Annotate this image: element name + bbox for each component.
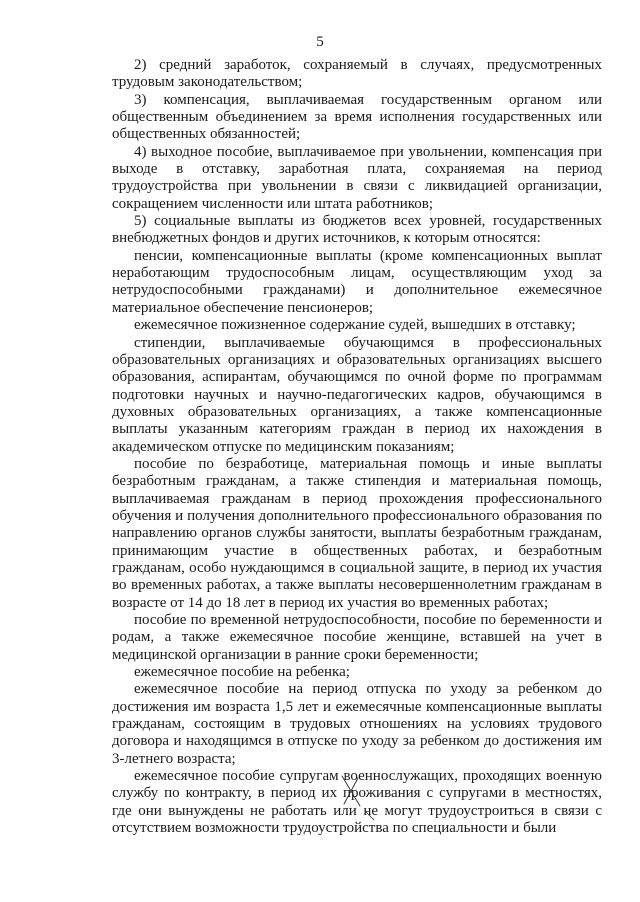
paragraph-child-benefit: ежемесячное пособие на ребенка; xyxy=(134,664,350,681)
paragraph-item-4: 4) выходное пособие, выплачиваемое при увольнении, компенсация при выходе в отставку, заработная плата, сохраняемая на период трудоустройства при увольнении в связи с ликвидацией организации, сокращением численности или штата работников; xyxy=(112,143,602,212)
paragraph-item-3: 3) компенсация, выплачиваемая государственным органом или общественным объединением за время исполнения государственных или общественных обязанностей; xyxy=(112,91,602,143)
document-body xyxy=(112,57,602,837)
paragraph-childcare-leave: ежемесячное пособие на период отпуска по уходу за ребенком до достижения им возраста 1,5 лет и ежемесячные компенсационные выплаты гражданам, состоящим в трудовых отношениях на условиях трудового договора и находящимся в отпуске по уходу за ребенком до достижения им 3-летнего возраста; xyxy=(112,681,602,767)
paragraph-sick-leave: пособие по временной нетрудоспособности, пособие по беременности и родам, а также ежемесячное пособие женщине, вставшей на учет в медицинской организации в ранние сроки беременности; xyxy=(112,612,602,663)
page-number: 5 xyxy=(316,34,324,50)
paragraph-military-spouses: ежемесячное пособие супругам военнослужащих, проходящих военную службу по контракту, в период их проживания с супругами в местностях, где они вынуждены не работать или не могут трудоустроиться в связи с отсутствием возможности трудоустройства по специальности и были xyxy=(112,768,602,837)
paragraph-stipends: стипендии, выплачиваемые обучающимся в профессиональных образовательных организациях и образовательных организациях высшего образования, аспирантам, обучающимся по очной форме по программам подготовки научных и научно-педагогических кадров, обучающимся в духовных образовательных организациях, а также компенсационные выплаты указанным категориям граждан в период их нахождения в академическом отпуске по медицинским показаниям; xyxy=(112,334,602,455)
paragraph-pensions: пенсии, компенсационные выплаты (кроме компенсационных выплат неработающим трудоспособным лицам, осуществляющим уход за нетрудоспособными гражданами) и дополнительное ежемесячное материальное обеспечение пенсионеров; xyxy=(112,247,602,316)
paragraph-item-2: 2) средний заработок, сохраняемый в случаях, предусмотренных трудовым законодательством; xyxy=(112,57,602,91)
paragraph-judges-support: ежемесячное пожизненное содержание судей, вышедших в отставку; xyxy=(134,317,576,334)
paragraph-item-5: 5) социальные выплаты из бюджетов всех уровней, государственных внебюджетных фондов и других источников, к которым относятся: xyxy=(112,213,602,247)
paragraph-unemployment: пособие по безработице, материальная помощь и иные выплаты безработным гражданам, а также стипендия и материальная помощь, выплачиваемая гражданам в период прохождения профессионального обучения и получения дополнительного профессионального образования по направлению органов службы занятости, выплаты безработным гражданам, принимающим участие в общественных работах, и безработным гражданам, особо нуждающимся в социальной защите, в период их участия во временных работах, а также выплаты несовершеннолетним гражданам в возрасте от 14 до 18 лет в период их участия во временных работах; xyxy=(112,455,602,611)
